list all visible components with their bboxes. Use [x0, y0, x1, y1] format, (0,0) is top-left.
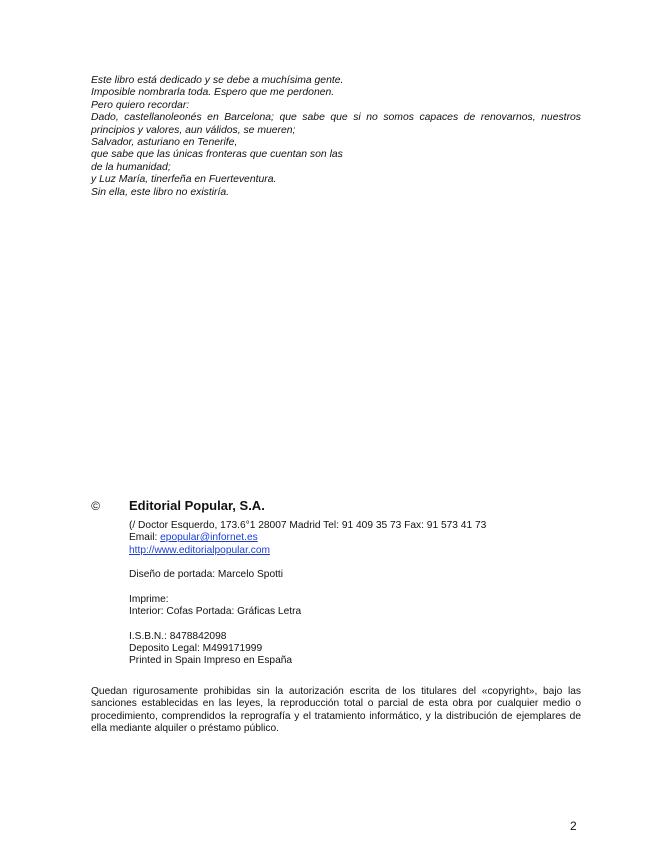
publisher-info — [129, 520, 569, 668]
spacer — [129, 557, 569, 569]
dedication-block — [91, 75, 581, 199]
isbn: I.S.B.N.: 8478842098 — [129, 630, 227, 642]
cover-design: Diseño de portada: Marcelo Spotti — [129, 569, 284, 581]
dedication-line: Salvador, asturiano en Tenerife, — [91, 137, 238, 149]
printed-in: Printed in Spain Impreso en España — [129, 655, 293, 667]
dedication-line: Imposible nombrarla toda. Espero que me perdonen. — [91, 87, 335, 99]
dedication-line: Dado, castellanoleonés en Barcelona; que sabe que si no somos capaces de renovarnos, nuestros principios y valores, aun válidos, se mueren; — [91, 112, 581, 136]
page-number: 2 — [570, 819, 577, 833]
email-link[interactable]: epopular@infornet.es — [160, 532, 258, 544]
print-interior: Interior: Cofas Portada: Gráficas Letra — [129, 606, 302, 618]
website-row — [129, 545, 569, 557]
dedication-line: Pero quiero recordar: — [91, 99, 190, 111]
website-link[interactable]: http://www.editorialpopular.com — [129, 544, 270, 556]
publisher-address: (/ Doctor Esquerdo, 173.6°1 28007 Madrid Tel: 91 409 35 73 Fax: 91 573 41 73 — [129, 520, 487, 531]
dedication-line: y Luz María, tinerfeña en Fuerteventura. — [91, 174, 277, 186]
legal-deposit: Deposito Legal: M499171999 — [129, 642, 263, 654]
spacer — [129, 581, 569, 593]
dedication-line: que sabe que las únicas fronteras que cuentan son las — [91, 149, 343, 161]
print-label: Imprime: — [129, 593, 169, 605]
email-label: Email: — [129, 532, 161, 544]
dedication-line: de la humanidad; — [91, 161, 171, 173]
dedication-line: Sin ella, este libro no existiría. — [91, 186, 230, 198]
publisher-name: Editorial Popular, S.A. — [129, 498, 265, 513]
legal-notice: Quedan rigurosamente prohibidas sin la autorización escrita de los titulares del «copyright», bajo las sanciones establecidas en las leyes, la reproducción total o parcial de esta obra por cualquier medio o procedimiento, comprendidos la reprografía y el tratamiento informático, y la distribución de ejemplares de ella mediante alquiler o préstamo público. — [91, 686, 581, 735]
dedication-line: Este libro está dedicado y se debe a muchísima gente. — [91, 75, 344, 86]
spacer — [129, 618, 569, 630]
copyright-symbol: © — [91, 499, 100, 513]
publisher-email-row — [129, 532, 569, 544]
